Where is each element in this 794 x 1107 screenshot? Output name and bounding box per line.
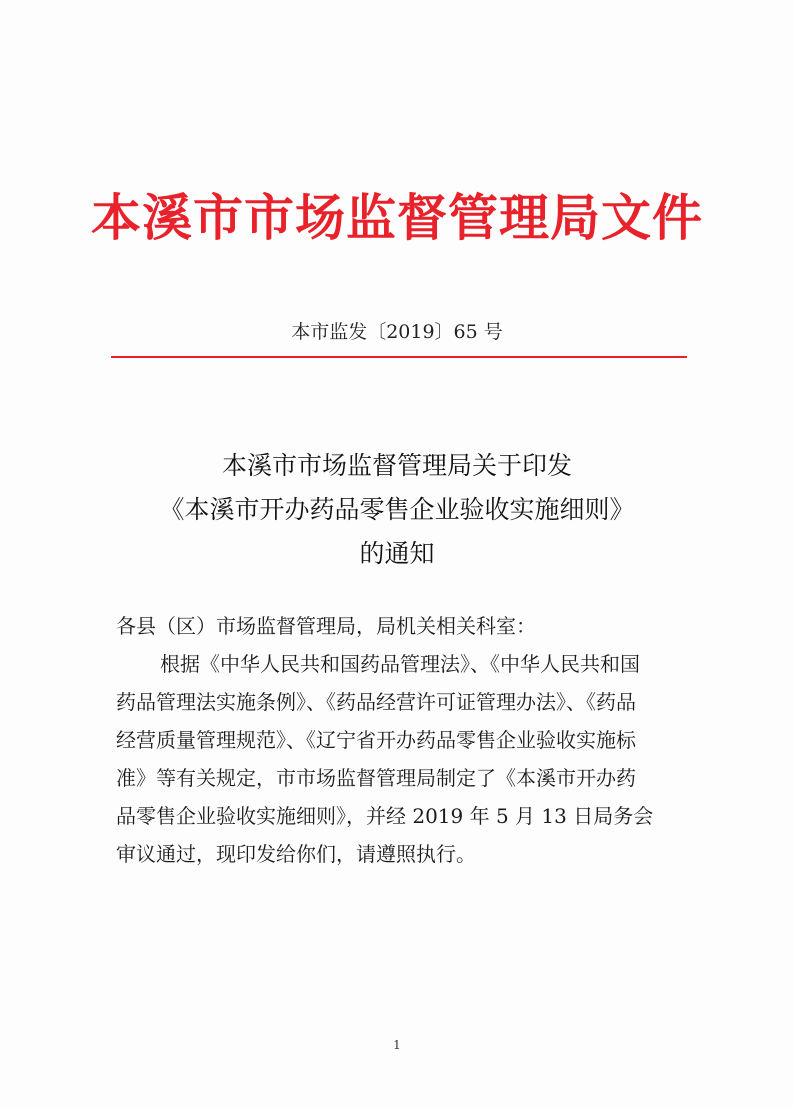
paragraph-line: 准》等有关规定，市市场监督管理局制定了《本溪市开办药 bbox=[116, 766, 636, 790]
paragraph-line: 经营质量管理规范》、《辽宁省开办药品零售企业验收实施标 bbox=[116, 728, 636, 752]
document-number: 本市监发〔2019〕65 号 bbox=[291, 321, 503, 343]
notice-title bbox=[0, 444, 794, 576]
notice-body bbox=[116, 607, 696, 873]
red-separator-rule bbox=[111, 356, 687, 358]
page-number: 1 bbox=[393, 1038, 401, 1052]
addressee-line: 各县（区）市场监督管理局，局机关相关科室： bbox=[116, 614, 536, 638]
paragraph-line: 审议通过，现印发给你们，请遵照执行。 bbox=[116, 842, 476, 866]
paragraph-line: 根据《中华人民共和国药品管理法》、《中华人民共和国 bbox=[160, 652, 640, 676]
issuer-title: 本溪市市场监督管理局文件 bbox=[91, 189, 703, 247]
paragraph-line: 品零售企业验收实施细则》，并经 2019 年 5 月 13 日局务会 bbox=[116, 804, 654, 828]
notice-title-line: 本溪市市场监督管理局关于印发 bbox=[221, 451, 572, 480]
notice-title-line: 《本溪市开办药品零售企业验收实施细则》 bbox=[159, 495, 635, 524]
notice-title-line: 的通知 bbox=[359, 539, 435, 568]
paragraph-line: 药品管理法实施条例》、《药品经营许可证管理办法》、《药品 bbox=[116, 690, 636, 714]
